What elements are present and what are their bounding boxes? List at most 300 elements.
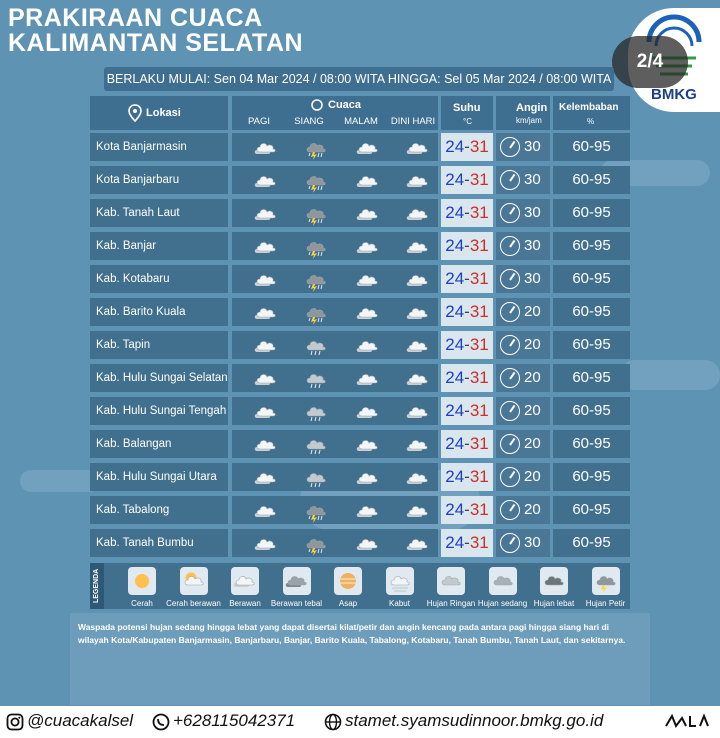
weather-slot [304, 400, 328, 422]
weather-cell [232, 133, 438, 161]
humidity-cell: 60-95 [553, 265, 630, 293]
temp-min: 24 [445, 533, 465, 552]
weather-slot [356, 169, 380, 191]
temperature-cell: 24-31 [441, 298, 493, 326]
hujan-petir-icon [304, 532, 328, 556]
hujan-ringan-icon [304, 367, 328, 391]
berawan-icon [254, 367, 278, 391]
weather-slot [254, 532, 278, 554]
berawan-icon [406, 268, 430, 292]
berawan-icon [254, 136, 278, 160]
berawan-icon [254, 433, 278, 457]
wind-speed: 20 [524, 369, 541, 386]
hujan-petir-icon [304, 235, 328, 259]
weather-slot [254, 202, 278, 224]
legend-icon-box [283, 567, 311, 595]
period-malam: MALAM [344, 116, 378, 127]
legend-icon-box [489, 567, 517, 595]
weather-slot [356, 433, 380, 455]
weather-slot [304, 136, 328, 158]
temp-min: 24 [445, 170, 465, 189]
hujan-petir-icon [594, 569, 618, 593]
berawan-icon [356, 136, 380, 160]
header-suhu [441, 96, 493, 130]
weather-cell [232, 463, 438, 491]
berawan-icon [254, 532, 278, 556]
location-pin-icon [128, 104, 142, 122]
temp-min: 24 [445, 434, 465, 453]
table-row [90, 298, 630, 326]
berawan-icon [406, 400, 430, 424]
weather-slot [254, 301, 278, 323]
table-row [90, 364, 630, 392]
berawan-icon [254, 235, 278, 259]
weather-cell [232, 265, 438, 293]
table-row [90, 529, 630, 557]
temp-min: 24 [445, 236, 465, 255]
wind-compass-icon [500, 269, 520, 289]
berawan-icon [254, 334, 278, 358]
berawan-icon [254, 400, 278, 424]
location-name: Kab. Banjar [90, 232, 228, 260]
humidity-cell: 60-95 [553, 529, 630, 557]
temp-min: 24 [445, 203, 465, 222]
header-kelembaban [553, 96, 630, 130]
hujan-petir-icon [304, 268, 328, 292]
wind-compass-icon [500, 467, 520, 487]
temp-max: 31 [469, 500, 489, 519]
logo-text: BMKG [651, 86, 697, 103]
berawan-icon [406, 367, 430, 391]
legend-tag: LEGENDA [90, 563, 104, 609]
weather-slot [356, 532, 380, 554]
legend-icon-box [437, 567, 465, 595]
title-line-2: KALIMANTAN SELATAN [8, 29, 304, 57]
weather-slot [356, 466, 380, 488]
title-line-1: PRAKIRAAN CUACA [8, 4, 263, 32]
weather-slot [304, 499, 328, 521]
humidity-cell: 60-95 [553, 331, 630, 359]
weather-slot [406, 367, 430, 389]
table-row [90, 166, 630, 194]
temperature-cell: 24-31 [441, 232, 493, 260]
temperature-cell: 24-31 [441, 397, 493, 425]
legend-label: Berawan [229, 599, 261, 608]
weather-cell [232, 397, 438, 425]
location-name: Kab. Balangan [90, 430, 228, 458]
kabut-icon [388, 569, 412, 593]
wind-compass-icon [500, 533, 520, 553]
temp-min: 24 [445, 302, 465, 321]
wind-cell [496, 298, 550, 326]
footer [0, 706, 720, 738]
temp-max: 31 [469, 368, 489, 387]
legend-icon-box [231, 567, 259, 595]
signature-mark [664, 712, 712, 732]
weather-slot [406, 268, 430, 290]
wind-compass-icon [500, 368, 520, 388]
wind-speed: 20 [524, 468, 541, 485]
berawan-icon [356, 400, 380, 424]
weather-slot [406, 136, 430, 158]
location-name: Kab. Tanah Bumbu [90, 529, 228, 557]
weather-slot [356, 499, 380, 521]
table-row [90, 232, 630, 260]
wind-cell [496, 397, 550, 425]
weather-slot [254, 466, 278, 488]
wind-speed: 30 [524, 270, 541, 287]
weather-slot [304, 334, 328, 356]
bg-cloud [20, 470, 100, 492]
globe-icon [324, 713, 342, 731]
temp-min: 24 [445, 368, 465, 387]
wind-cell [496, 496, 550, 524]
weather-slot [356, 400, 380, 422]
wind-compass-icon [500, 236, 520, 256]
weather-slot [304, 367, 328, 389]
berawan-icon [406, 499, 430, 523]
valid-period: BERLAKU MULAI: Sen 04 Mar 2024 / 08:00 WITA HINGGA: Sel 05 Mar 2024 / 08:00 WITA [104, 67, 614, 91]
berawan-icon [406, 136, 430, 160]
temperature-cell: 24-31 [441, 496, 493, 524]
humidity-cell: 60-95 [553, 166, 630, 194]
weather-slot [304, 466, 328, 488]
temp-max: 31 [469, 203, 489, 222]
header-cuaca-label: Cuaca [328, 99, 362, 111]
weather-slot [254, 367, 278, 389]
legend-icon-box [334, 567, 362, 595]
berawan-icon [406, 301, 430, 325]
header-lokasi [90, 96, 228, 130]
location-name: Kota Banjarmasin [90, 133, 228, 161]
weather-cell [232, 496, 438, 524]
weather-slot [406, 235, 430, 257]
humidity-cell: 60-95 [553, 199, 630, 227]
whatsapp-text: +628115042371 [173, 711, 296, 730]
website-link[interactable] [324, 711, 603, 731]
whatsapp-icon [152, 713, 170, 731]
wind-cell [496, 265, 550, 293]
legend-label: Cerah [131, 599, 153, 608]
berawan-icon [356, 532, 380, 556]
location-name: Kab. Barito Kuala [90, 298, 228, 326]
header-suhu-unit: °C [463, 117, 472, 126]
period-dini-hari: DINI HARI [390, 116, 436, 127]
table-row [90, 496, 630, 524]
weather-cell [232, 331, 438, 359]
weather-slot [304, 202, 328, 224]
wind-compass-icon [500, 500, 520, 520]
location-name: Kab. Hulu Sungai Selatan [90, 364, 228, 392]
hujan-petir-icon [304, 301, 328, 325]
wind-cell [496, 529, 550, 557]
temp-min: 24 [445, 500, 465, 519]
hujan-ringan-icon [439, 569, 463, 593]
berawan-icon [356, 202, 380, 226]
hujan-sedang-icon [491, 569, 515, 593]
asap-icon [336, 569, 360, 593]
location-name: Kab. Hulu Sungai Tengah [90, 397, 228, 425]
location-name: Kota Banjarbaru [90, 166, 228, 194]
berawan-icon [356, 466, 380, 490]
weather-slot [356, 301, 380, 323]
berawan-icon [254, 169, 278, 193]
wind-speed: 20 [524, 336, 541, 353]
temp-max: 31 [469, 170, 489, 189]
weather-cell [232, 298, 438, 326]
temperature-cell: 24-31 [441, 265, 493, 293]
hujan-petir-icon [304, 169, 328, 193]
wind-cell [496, 463, 550, 491]
weather-slot [406, 334, 430, 356]
temp-min: 24 [445, 335, 465, 354]
temperature-cell: 24-31 [441, 331, 493, 359]
cerah-icon [130, 569, 154, 593]
weather-cell [232, 364, 438, 392]
weather-slot [406, 169, 430, 191]
table-row [90, 430, 630, 458]
temperature-cell: 24-31 [441, 463, 493, 491]
berawan-icon [356, 301, 380, 325]
wind-compass-icon [500, 137, 520, 157]
legend [90, 563, 630, 609]
legend-icon-box [540, 567, 568, 595]
wind-compass-icon [500, 434, 520, 454]
legend-label: Berawan tebal [270, 599, 323, 608]
legend-icon-box [592, 567, 620, 595]
legend-label: Kabut [389, 599, 410, 608]
website-text: stamet.syamsudinnoor.bmkg.go.id [345, 711, 604, 730]
weather-slot [406, 202, 430, 224]
berawan-icon [406, 532, 430, 556]
header-suhu-label: Suhu [453, 102, 481, 114]
instagram-handle[interactable] [6, 711, 133, 731]
humidity-cell: 60-95 [553, 232, 630, 260]
weather-slot [406, 466, 430, 488]
wind-speed: 30 [524, 534, 541, 551]
berawan-icon [254, 268, 278, 292]
legend-label: Hujan Ringan [426, 599, 476, 608]
weather-cell [232, 232, 438, 260]
wind-cell [496, 166, 550, 194]
temp-max: 31 [469, 302, 489, 321]
weather-slot [406, 499, 430, 521]
wind-cell [496, 232, 550, 260]
location-name: Kab. Tanah Laut [90, 199, 228, 227]
wind-cell [496, 133, 550, 161]
weather-slot [254, 334, 278, 356]
hujan-ringan-icon [304, 334, 328, 358]
temp-max: 31 [469, 401, 489, 420]
wind-speed: 20 [524, 402, 541, 419]
location-name: Kab. Tabalong [90, 496, 228, 524]
weather-slot [356, 334, 380, 356]
temp-max: 31 [469, 269, 489, 288]
berawan-icon [254, 202, 278, 226]
wind-cell [496, 364, 550, 392]
temp-min: 24 [445, 401, 465, 420]
weather-slot [356, 136, 380, 158]
berawan-icon [356, 334, 380, 358]
warning-notice: Waspada potensi hujan sedang hingga lebat yang dapat disertai kilat/petir dan angin kencang pada antara pagi hingga siang hari di wilayah Kota/Kabupaten Banjarmasin, Banjarbaru, Banjar, Barito Kuala, Tabalong, Kotabaru, Tanah Bumbu, Tanah Laut, dan sekitarnya. [70, 613, 650, 705]
instagram-text: @cuacakalsel [27, 711, 134, 730]
berawan-icon [406, 433, 430, 457]
humidity-cell: 60-95 [553, 298, 630, 326]
weather-cell [232, 529, 438, 557]
humidity-cell: 60-95 [553, 463, 630, 491]
berawan-icon [356, 268, 380, 292]
wind-compass-icon [500, 203, 520, 223]
berawan-icon [356, 367, 380, 391]
weather-slot [304, 169, 328, 191]
header-kelembaban-unit: % [587, 117, 595, 126]
hujan-ringan-icon [304, 433, 328, 457]
wind-compass-icon [500, 302, 520, 322]
weather-slot [254, 433, 278, 455]
page-title [8, 6, 303, 56]
berawan-icon [406, 235, 430, 259]
weather-slot [356, 367, 380, 389]
location-name: Kab. Tapin [90, 331, 228, 359]
weather-slot [304, 235, 328, 257]
wind-compass-icon [500, 170, 520, 190]
weather-slot [254, 499, 278, 521]
wind-speed: 30 [524, 138, 541, 155]
berawan-icon [356, 499, 380, 523]
temp-max: 31 [469, 467, 489, 486]
weather-slot [406, 301, 430, 323]
weather-cell [232, 430, 438, 458]
hujan-lebat-icon [542, 569, 566, 593]
table-row [90, 397, 630, 425]
wind-speed: 20 [524, 303, 541, 320]
header-lokasi-label: Lokasi [146, 107, 181, 119]
wind-speed: 30 [524, 171, 541, 188]
weather-cell [232, 199, 438, 227]
period-siang: SIANG [294, 116, 324, 127]
berawan-icon [406, 202, 430, 226]
table-row [90, 331, 630, 359]
hujan-petir-icon [304, 202, 328, 226]
temperature-cell: 24-31 [441, 364, 493, 392]
humidity-cell: 60-95 [553, 496, 630, 524]
berawan-icon [356, 235, 380, 259]
hujan-ringan-icon [304, 400, 328, 424]
temperature-cell: 24-31 [441, 199, 493, 227]
table-row [90, 265, 630, 293]
weather-slot [254, 400, 278, 422]
berawan-tebal-icon [285, 569, 309, 593]
cerah-berawan-icon [182, 569, 206, 593]
legend-icon-box [180, 567, 208, 595]
header-kelembaban-label: Kelembaban [559, 102, 619, 113]
bg-cloud [620, 360, 720, 390]
legend-label: Asap [338, 599, 358, 608]
page-badge: 2/4 [612, 36, 688, 88]
weather-slot [304, 532, 328, 554]
temp-min: 24 [445, 467, 465, 486]
berawan-icon [233, 569, 257, 593]
temp-max: 31 [469, 335, 489, 354]
berawan-icon [406, 334, 430, 358]
berawan-icon [254, 499, 278, 523]
humidity-cell: 60-95 [553, 430, 630, 458]
temp-max: 31 [469, 533, 489, 552]
weather-slot [356, 202, 380, 224]
header-angin-unit: km/jam [516, 116, 542, 125]
legend-label: Hujan sedang [477, 599, 528, 608]
berawan-icon [406, 169, 430, 193]
temp-min: 24 [445, 137, 465, 156]
weather-slot [304, 301, 328, 323]
berawan-icon [356, 433, 380, 457]
temperature-cell: 24-31 [441, 430, 493, 458]
wind-speed: 20 [524, 435, 541, 452]
weather-slot [304, 433, 328, 455]
weather-slot [254, 235, 278, 257]
wind-speed: 30 [524, 204, 541, 221]
location-name: Kab. Kotabaru [90, 265, 228, 293]
weather-slot [356, 235, 380, 257]
humidity-cell: 60-95 [553, 133, 630, 161]
table-row [90, 199, 630, 227]
weather-slot [356, 268, 380, 290]
weather-slot [406, 400, 430, 422]
legend-item [576, 565, 636, 609]
table-row [90, 463, 630, 491]
header-angin [496, 96, 550, 130]
weather-slot [254, 169, 278, 191]
weather-slot [254, 136, 278, 158]
berawan-icon [406, 466, 430, 490]
legend-label: Cerah berawan [166, 599, 221, 608]
temp-max: 31 [469, 137, 489, 156]
temp-max: 31 [469, 236, 489, 255]
weather-slot [406, 433, 430, 455]
whatsapp-number[interactable] [152, 711, 295, 731]
wind-speed: 20 [524, 501, 541, 518]
weather-slot [254, 268, 278, 290]
instagram-icon [6, 713, 24, 731]
hujan-petir-icon [304, 499, 328, 523]
humidity-cell: 60-95 [553, 364, 630, 392]
weather-slot [304, 268, 328, 290]
legend-label: Hujan lebat [533, 599, 575, 608]
header-angin-label: Angin [516, 102, 548, 114]
temperature-cell: 24-31 [441, 166, 493, 194]
period-pagi: PAGI [248, 116, 270, 127]
weather-header-icon [310, 98, 324, 112]
wind-compass-icon [500, 335, 520, 355]
temp-max: 31 [469, 434, 489, 453]
hujan-petir-icon [304, 136, 328, 160]
weather-slot [406, 532, 430, 554]
location-name: Kab. Hulu Sungai Utara [90, 463, 228, 491]
berawan-icon [356, 169, 380, 193]
weather-cell [232, 166, 438, 194]
berawan-icon [254, 466, 278, 490]
legend-label: Hujan Petir [585, 599, 626, 608]
temperature-cell: 24-31 [441, 529, 493, 557]
hujan-ringan-icon [304, 466, 328, 490]
wind-compass-icon [500, 401, 520, 421]
temp-min: 24 [445, 269, 465, 288]
temperature-cell: 24-31 [441, 133, 493, 161]
legend-icon-box [386, 567, 414, 595]
wind-cell [496, 331, 550, 359]
legend-icon-box [128, 567, 156, 595]
wind-cell [496, 430, 550, 458]
